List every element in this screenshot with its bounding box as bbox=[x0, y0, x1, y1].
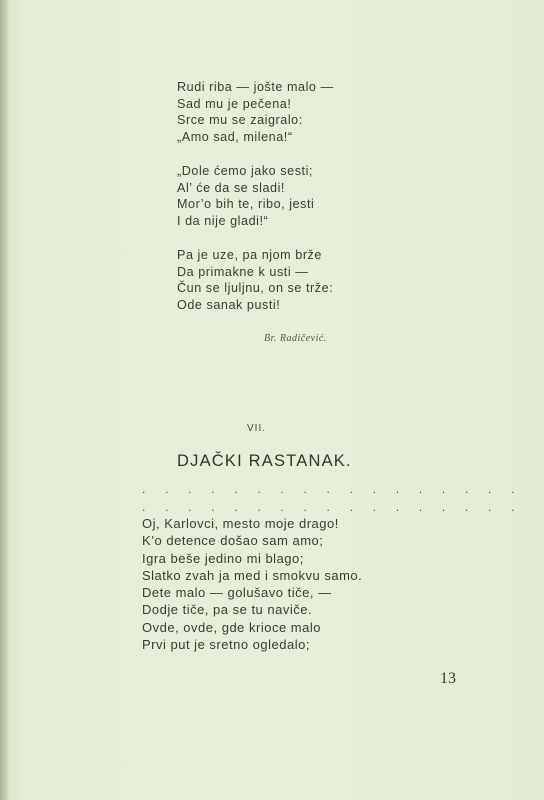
verse-line: Igra beše jedino mi blago; bbox=[142, 550, 304, 566]
verse-line: Oj, Karlovci, mesto moje drago! bbox=[142, 516, 339, 531]
verse-line: Sad mu je pečena! bbox=[177, 96, 292, 111]
page-number: 13 bbox=[440, 670, 456, 687]
poem-stanza-1 bbox=[177, 79, 334, 145]
verse-line: Ode sanak pusti! bbox=[177, 297, 281, 312]
verse-line: Dete malo — golušavo tiče, — bbox=[142, 585, 332, 601]
verse-line: Ovde, ovde, gde krioce malo bbox=[142, 619, 321, 635]
verse-line: „Dole ćemo jako sesti; bbox=[177, 164, 313, 178]
page-gutter-shadow bbox=[0, 0, 9, 800]
author-signature: Br. Radičević. bbox=[264, 333, 327, 344]
poem-stanza bbox=[142, 515, 362, 653]
verse-line: „Amo sad, milena!“ bbox=[177, 129, 293, 144]
verse-line: Čun se ljuljnu, on se trže: bbox=[177, 281, 334, 296]
verse-line: Prvi put je sretno ogledalo; bbox=[142, 637, 310, 653]
ellipsis-line: . . . . . . . . . . . . . . . . . bbox=[142, 482, 523, 496]
verse-line: Slatko zvah ja med i smokvu samo. bbox=[142, 567, 363, 583]
poem-title: DJAČKI RASTANAK. bbox=[177, 452, 352, 470]
poem-stanza-3 bbox=[177, 247, 333, 313]
ellipsis-line: . . . . . . . . . . . . . . . . . bbox=[142, 500, 523, 514]
verse-line: I da nije gladi!“ bbox=[177, 213, 269, 228]
verse-line: Al’ će da se sladi! bbox=[177, 180, 285, 195]
verse-line: Srce mu se zaigralo: bbox=[177, 113, 303, 128]
verse-line: Pa je uze, pa njom brže bbox=[177, 248, 322, 262]
verse-line: K’o detence došao sam amo; bbox=[142, 533, 324, 549]
verse-line: Da primakne k usti — bbox=[177, 264, 309, 279]
verse-line: Rudi riba — jošte malo — bbox=[177, 80, 334, 94]
verse-line: Mor’o bih te, ribo, jesti bbox=[177, 197, 315, 212]
verse-line: Dodje tiče, pa se tu naviče. bbox=[142, 602, 313, 618]
poem-stanza-2 bbox=[177, 163, 314, 229]
section-number: VII. bbox=[247, 423, 267, 434]
